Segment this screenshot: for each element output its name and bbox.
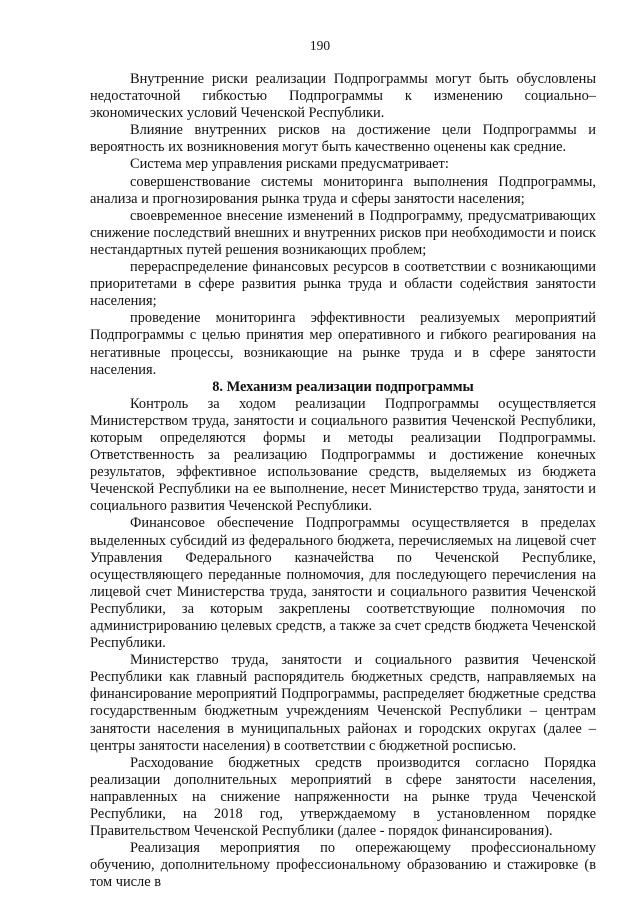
- paragraph-spending-procedure: Расходование бюджетных средств производится согласно Порядка реализации дополнительных мероприятий в сфере занятости населения, направленных на снижение напряженности на рынке труда Чеченской Республики, на 2018 год, утверждаемому в установленном порядке Правительством Чеченской Республики (далее - порядок финансирования).: [90, 754, 596, 840]
- paragraph-timely-changes: своевременное внесение изменений в Подпрограмму, предусматривающих снижение последствий внешних и внутренних рисков при необходимости и поиск нестандартных путей решения возникающих проблем;: [90, 207, 596, 258]
- section-heading: 8. Механизм реализации подпрограммы: [212, 378, 474, 395]
- page-number: 190: [309, 38, 331, 53]
- paragraph-financing: Финансовое обеспечение Подпрограммы осуществляется в пределах выделенных субсидий из федерального бюджета, перечисляемых на лицевой счет Управления Федерального казначейства по Чеченской Республике, осуществляющего переданные полномочия, для последующего перечисления на лицевой счет Министерства труда, занятости и социального развития Чеченской Республики, за которым закреплены соответствующие полномочия по администрированию целевых средств, а также за счет средств бюджета Чеченской Республики.: [90, 515, 597, 652]
- paragraph-monitoring-improvement: совершенствование системы мониторинга выполнения Подпрограммы, анализа и прогнозирования рынка труда и сферы занятости населения;: [90, 173, 596, 207]
- paragraph-resource-redistribution: перераспределение финансовых ресурсов в соответствии с возникающими приоритетами в сфере развития рынка труда и области содействия занятости населения;: [90, 259, 596, 310]
- paragraph-risk-system: Система мер управления рисками предусматривает:: [130, 156, 449, 173]
- document-body: [90, 71, 596, 892]
- paragraph-risk-impact: Влияние внутренних рисков на достижение цели Подпрограммы и вероятность их возникновения могут быть качественно оценены как средние.: [90, 122, 596, 156]
- paragraph-ministry-distribution: Министерство труда, занятости и социального развития Чеченской Республики как главный распорядитель бюджетных средств, направляемых на финансирование мероприятий Подпрограммы, распределяет бюджетные средства государственным бюджетным учреждениям Чеченской Республики – центрам занятости населения в муниципальных районах и городских округах (далее – центры занятости населения) в соответствии с бюджетной росписью.: [90, 652, 596, 754]
- paragraph-internal-risks: Внутренние риски реализации Подпрограммы могут быть обусловлены недостаточной гибкостью Подпрограммы к изменению социально–экономических условий Чеченской Республики.: [90, 71, 596, 122]
- paragraph-training-implementation: Реализация мероприятия по опережающему профессиональному обучению, дополнительному профессиональному образованию и стажировке (в том числе в: [90, 840, 596, 891]
- paragraph-control: Контроль за ходом реализации Подпрограммы осуществляется Министерством труда, занятости и социального развития Чеченской Республики, которым определяются формы и методы реализации Подпрограммы. Ответственность за реализацию Подпрограммы и достижение конечных результатов, эффективное использование средств, выделяемых из бюджета Чеченской Республики на ее выполнение, несет Министерство труда, занятости и социального развития Чеченской Республики.: [90, 395, 596, 515]
- paragraph-effectiveness-monitoring: проведение мониторинга эффективности реализуемых мероприятий Подпрограммы с целью принятия мер оперативного и гибкого реагирования на негативные процессы, возникающие на рынке труда и в сфере занятости населения.: [90, 310, 596, 378]
